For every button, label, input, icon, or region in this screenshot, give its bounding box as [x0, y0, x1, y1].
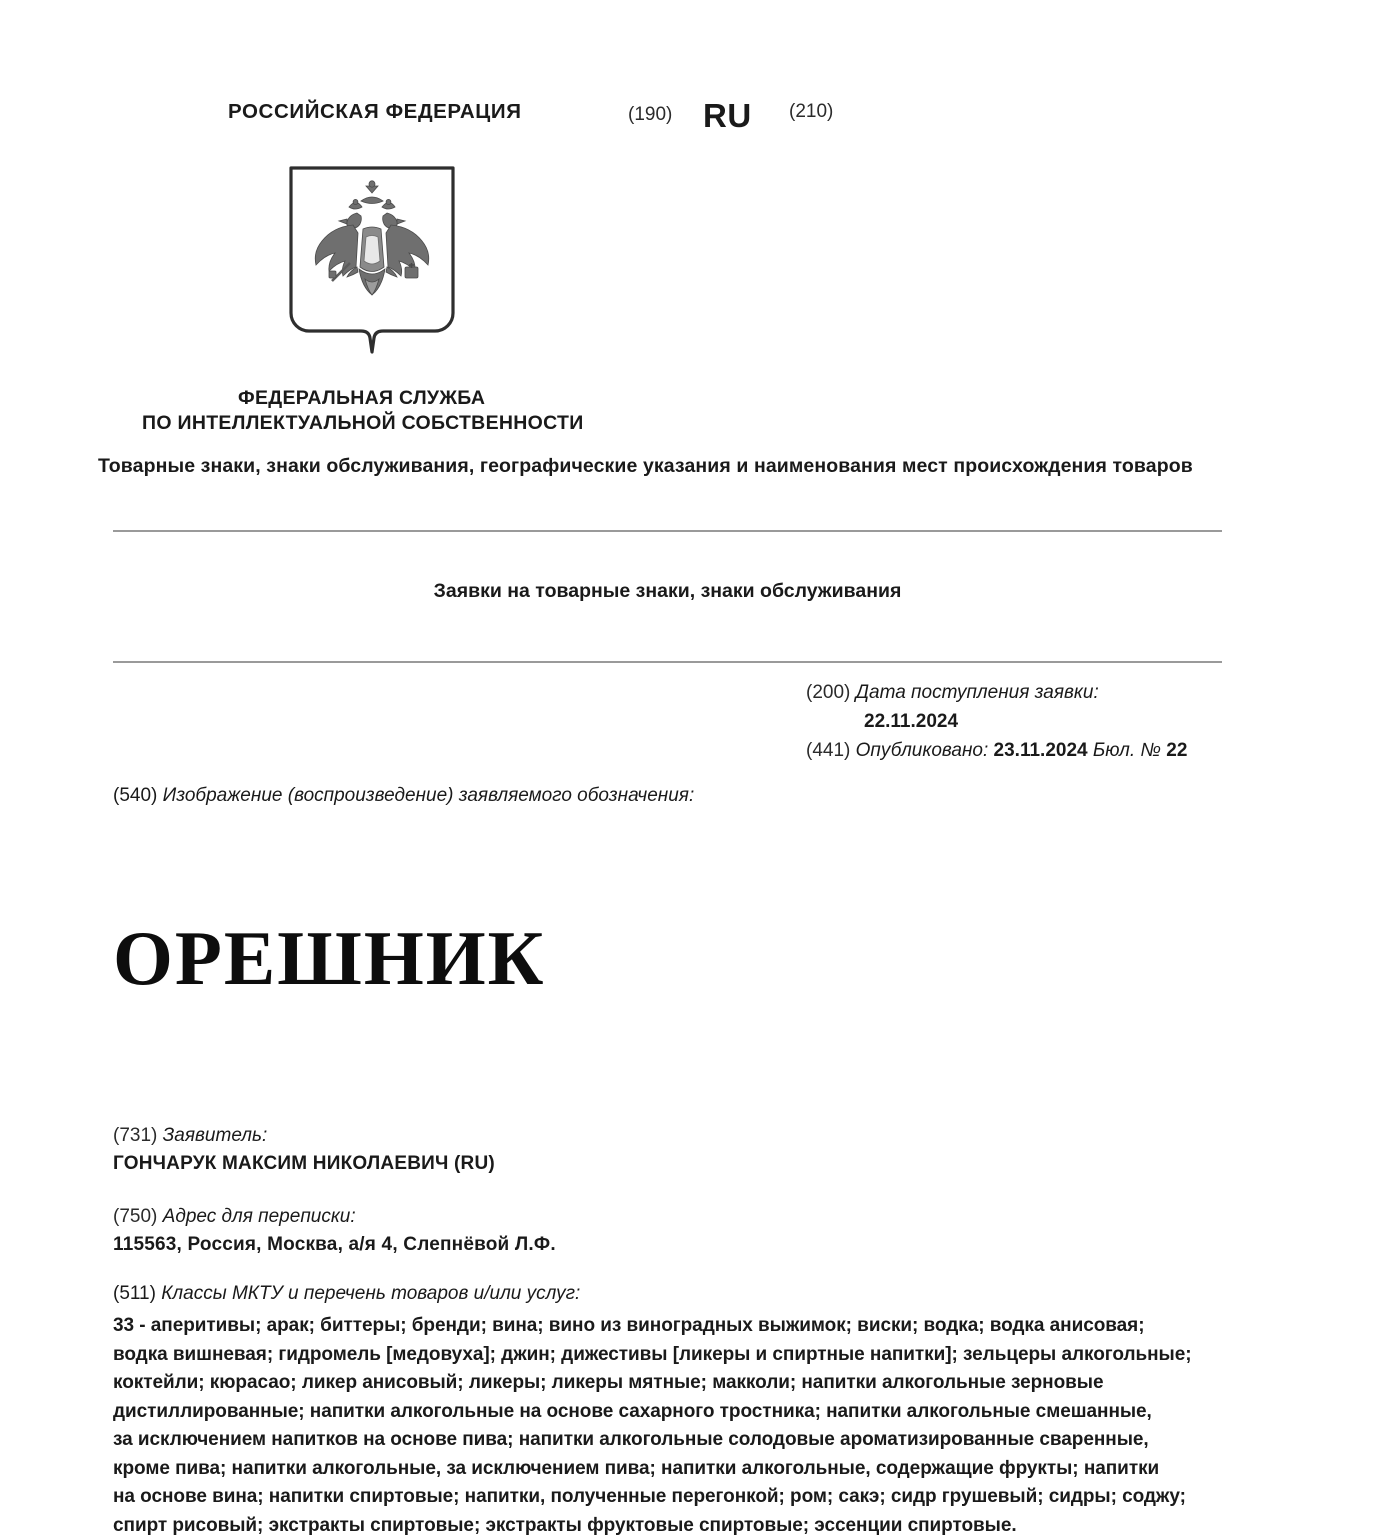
goods-classes-label-text: Классы МКТУ и перечень товаров и/или услуг:: [161, 1283, 580, 1304]
address-field: [113, 1203, 556, 1259]
agency-name-line2: ПО ИНТЕЛЛЕКТУАЛЬНОЙ СОБСТВЕННОСТИ: [142, 411, 584, 436]
trademark-wordmark: ОРЕШНИК: [113, 912, 545, 1004]
goods-list: [113, 1312, 1288, 1540]
dates-block: [806, 678, 1187, 765]
filing-date-value: 22.11.2024: [864, 707, 1187, 736]
goods-line: кроме пива; напитки алкогольные, за исключением пива; напитки алкогольные, содержащие фрукты; напитки: [113, 1455, 1288, 1484]
inid-code-511: (511): [113, 1283, 156, 1304]
agency-name-line1: ФЕДЕРАЛЬНАЯ СЛУЖБА: [238, 387, 485, 409]
coat-of-arms-icon: [287, 163, 457, 365]
goods-line: дистиллированные; напитки алкогольные на основе сахарного тростника; напитки алкогольные смешанные,: [113, 1398, 1288, 1427]
divider-top: [113, 530, 1222, 532]
inid-code-731: (731): [113, 1125, 157, 1146]
divider-bottom: [113, 661, 1222, 663]
section-title: Заявки на товарные знаки, знаки обслуживания: [113, 580, 1222, 603]
subject-line: Товарные знаки, знаки обслуживания, географические указания и наименования мест происхождения товаров: [98, 455, 1318, 478]
goods-line: 33 - аперитивы; арак; биттеры; бренди; вина; вино из виноградных выжимок; виски; водка; водка анисовая;: [113, 1312, 1288, 1341]
publication-row: [806, 736, 1187, 765]
inid-code-200: (200): [806, 682, 850, 703]
inid-code-540: (540): [113, 785, 157, 806]
inid-code-210: (210): [789, 101, 833, 123]
bulletin-label: Бюл. №: [1093, 740, 1161, 761]
goods-line: водка вишневая; гидромель [медовуха]; джин; дижестивы [ликеры и спиртные напитки]; зельцеры алкогольные;: [113, 1341, 1288, 1370]
applicant-field: [113, 1122, 495, 1178]
inid-code-190: (190): [628, 104, 672, 126]
goods-line: спирт рисовый; экстракты спиртовые; экстракты фруктовые спиртовые; эссенции спиртовые.: [113, 1512, 1288, 1540]
goods-line: коктейли; кюрасао; ликер анисовый; ликеры; ликеры мятные; макколи; напитки алкогольные зерновые: [113, 1369, 1288, 1398]
country-code: RU: [703, 97, 752, 135]
agency-name: [238, 386, 485, 411]
filing-date-label: Дата поступления заявки:: [856, 682, 1099, 703]
filing-date-row: [806, 678, 1187, 736]
mark-image-label-text: Изображение (воспроизведение) заявляемого обозначения:: [163, 785, 695, 806]
goods-line: на основе вина; напитки спиртовые; напитки, полученные перегонкой; ром; сакэ; сидр грушевый; сидры; соджу;: [113, 1483, 1288, 1512]
applicant-label: Заявитель:: [163, 1125, 268, 1146]
country-name: РОССИЙСКАЯ ФЕДЕРАЦИЯ: [228, 100, 522, 124]
mark-image-label: [113, 785, 694, 807]
applicant-value: ГОНЧАРУК МАКСИМ НИКОЛАЕВИЧ (RU): [113, 1150, 495, 1178]
inid-code-441: (441): [806, 740, 850, 761]
address-label: Адрес для переписки:: [163, 1206, 356, 1227]
address-value: 115563, Россия, Москва, а/я 4, Слепнёвой Л.Ф.: [113, 1231, 556, 1259]
publication-date-value: 23.11.2024: [994, 740, 1088, 761]
masthead: [0, 100, 1400, 150]
publication-label: Опубликовано:: [856, 740, 989, 761]
goods-classes-label: [113, 1283, 580, 1305]
bulletin-number: 22: [1166, 740, 1187, 761]
inid-code-750: (750): [113, 1206, 157, 1227]
goods-line: за исключением напитков на основе пива; напитки алкогольные солодовые ароматизированные сваренные,: [113, 1426, 1288, 1455]
